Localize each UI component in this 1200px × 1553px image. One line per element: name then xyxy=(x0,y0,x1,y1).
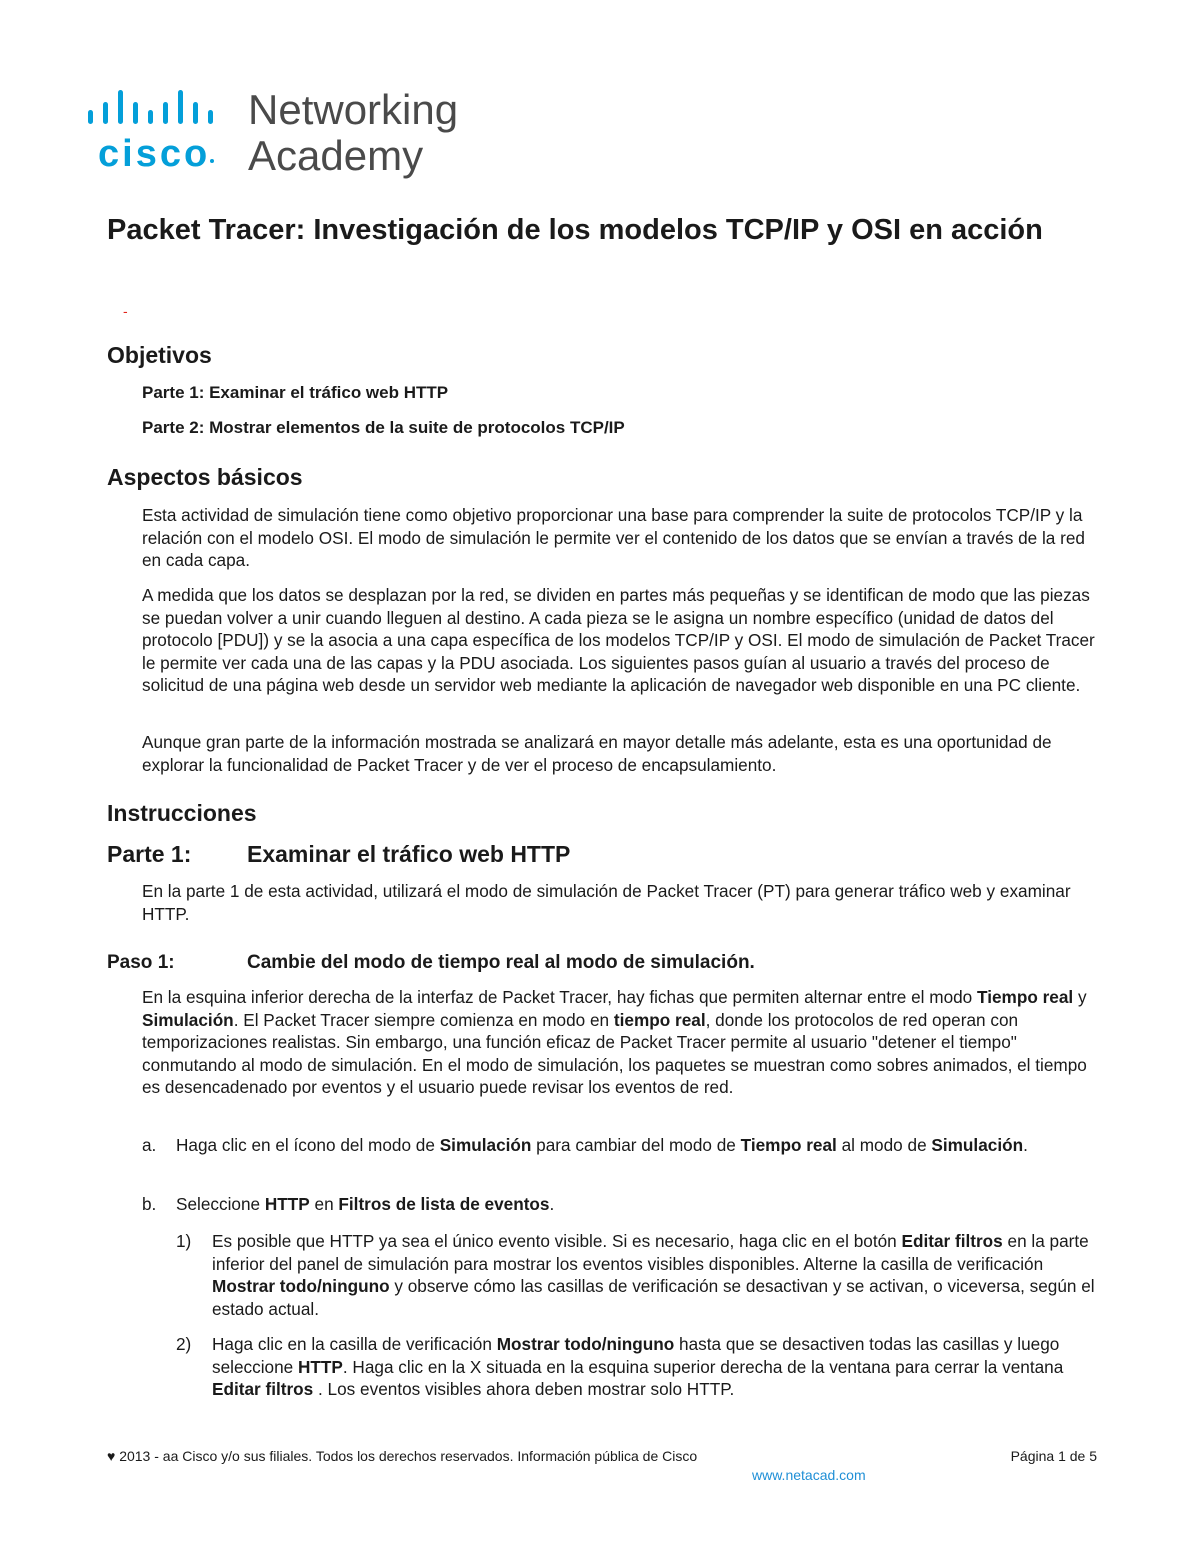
objective-item-1: Parte 1: Examinar el tráfico web HTTP xyxy=(142,383,449,402)
step-1-paragraph: En la esquina inferior derecha de la interfaz de Packet Tracer, hay fichas que permiten alternar entre el modo Tiempo real y Simulación. El Packet Tracer siempre comienza en modo en tiempo real, donde los protocolos de red operan con temporizaciones realistas. Sin embargo, una función eficaz de Packet Tracer permite al usuario "detener el tiempo" conmutando al modo de simulación. En el modo de simulación, los paquetes se muestran como sobres animados, el tiempo es desencadenado por eventos y el usuario puede revisar los eventos de red. xyxy=(142,987,1087,1098)
step-1-title: Cambie del modo de tiempo real al modo de simulación. xyxy=(247,952,755,973)
background-paragraph-2: A medida que los datos se desplazan por la red, se dividen en partes más pequeñas y se identifican de modo que las piezas se puedan volver a unir cuando lleguen al destino. A cada pieza se le asigna un nombre específico (unidad de datos del protocolo [PDU]) y se la asocia a una capa específica de los modelos TCP/IP y OSI. El modo de simulación de Packet Tracer le permite ver cada una de las capas y la PDU asociada. Los siguientes pasos guían al usuario a través del proceso de solicitud de una página web desde un servidor web mediante la aplicación de navegador web disponible en una PC cliente. xyxy=(142,585,1095,696)
list-item-b: b. Seleccione HTTP en Filtros de lista de eventos. xyxy=(142,1194,555,1214)
red-marker: - xyxy=(123,303,128,319)
sub-item-1: 1) Es posible que HTTP ya sea el único evento visible. Si es necesario, haga clic en el botón Editar filtros en la parte inferior del panel de simulación para mostrar los eventos visibles disponibles. Alterne la casilla de verificación Mostrar todo/ninguno y observe cómo las casillas de verificación se desactivan y se activan, o viceversa, según el estado actual. xyxy=(176,1231,1095,1319)
sub-marker-1: 1) xyxy=(176,1231,192,1251)
background-paragraph-3: Aunque gran parte de la información mostrada se analizará en mayor detalle más adelante, esta es una oportunidad de explorar la funcionalidad de Packet Tracer y de ver el proceso de encapsulamiento. xyxy=(142,732,1052,775)
cisco-logo-icon xyxy=(86,88,476,180)
cisco-networking-academy-logo xyxy=(86,88,476,180)
sub-item-2: 2) Haga clic en la casilla de verificación Mostrar todo/ninguno hasta que se desactiven todas las casillas y luego seleccione HTTP. Haga clic en la X situada en la esquina superior derecha de la ventana para cerrar la ventana Editar filtros . Los eventos visibles ahora deben mostrar solo HTTP. xyxy=(176,1334,1064,1400)
document-title: Packet Tracer: Investigación de los modelos TCP/IP y OSI en acción xyxy=(107,214,1043,246)
sub-marker-2: 2) xyxy=(176,1334,192,1354)
cisco-wordmark: cisco xyxy=(98,133,211,175)
list-item-a: a. Haga clic en el ícono del modo de Simulación para cambiar del modo de Tiempo real al modo de Simulación. xyxy=(142,1135,1028,1155)
footer-page-number: Página 1 de 5 xyxy=(1010,1448,1097,1464)
logo-line-networking: Networking xyxy=(248,88,459,133)
logo-line-academy: Academy xyxy=(248,132,424,179)
list-marker-b: b. xyxy=(142,1194,157,1214)
part-1-title: Examinar el tráfico web HTTP xyxy=(247,841,571,867)
step-1-number: Paso 1: xyxy=(107,952,175,973)
part-1-intro: En la parte 1 de esta actividad, utilizará el modo de simulación de Packet Tracer (PT) para generar tráfico web y examinar HTTP. xyxy=(142,881,1071,924)
footer-netacad-link[interactable]: www.netacad.com xyxy=(752,1467,866,1483)
list-marker-a: a. xyxy=(142,1135,157,1155)
footer-copyright: ♥ 2013 - aa Cisco y/o sus filiales. Todos los derechos reservados. Información pública de Cisco xyxy=(107,1448,698,1464)
bold-tiempo-real-2: tiempo real xyxy=(613,1009,706,1030)
bold-tiempo-real: Tiempo real xyxy=(977,987,1074,1007)
objectives-heading: Objetivos xyxy=(107,342,212,368)
bold-simulacion: Simulación xyxy=(142,1009,234,1030)
instructions-heading: Instrucciones xyxy=(107,800,257,826)
background-paragraph-1: Esta actividad de simulación tiene como objetivo proporcionar una base para comprender la suite de protocolos TCP/IP y la relación con el modelo OSI. El modo de simulación le permite ver el contenido de los datos que se envían a través de la red en cada capa. xyxy=(142,505,1085,571)
part-1-number: Parte 1: xyxy=(107,841,192,867)
objective-item-2: Parte 2: Mostrar elementos de la suite de protocolos TCP/IP xyxy=(142,418,625,437)
part-1-heading xyxy=(107,840,570,868)
step-1-heading xyxy=(107,951,755,975)
background-heading: Aspectos básicos xyxy=(107,464,303,490)
